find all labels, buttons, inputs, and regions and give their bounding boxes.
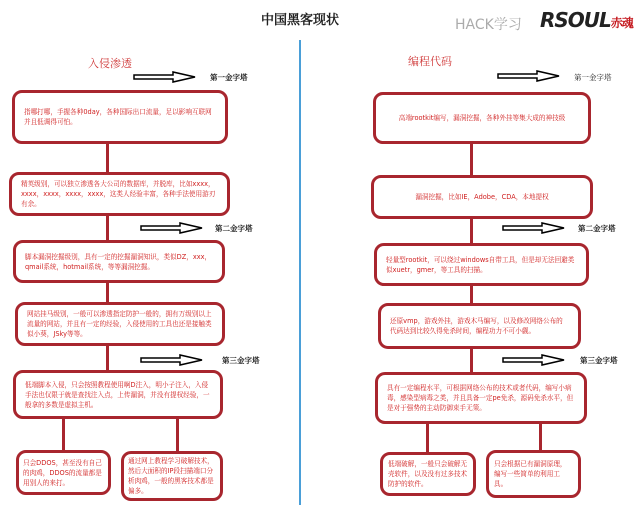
level-box	[371, 175, 593, 219]
connector-line	[470, 219, 473, 244]
pyramid-label-3: 第三金字塔	[222, 356, 260, 365]
level-box	[12, 90, 228, 144]
level-box	[375, 372, 587, 424]
level-text: 只会DDOS，甚至没有自己的肉鸡，DDOS的流量都是用别人的来打。	[23, 458, 102, 487]
level-box	[380, 452, 476, 496]
page-title: 中国黑客现状	[260, 13, 339, 28]
level-box	[486, 450, 581, 498]
level-text: 轻量型rootkit，可以绕过windows自带工具，但是却无法回避类似xuetr，gmer，等工具的扫描。	[386, 255, 575, 274]
level-box	[15, 302, 225, 346]
connector-line	[470, 144, 473, 176]
level-box	[13, 370, 223, 419]
watermark-logo	[540, 8, 633, 32]
level-box	[9, 172, 230, 216]
level-text: 还原vmp，游戏外挂，游戏木马编写，以及修改网络公布的代码达到比较久得免杀时间，编程功力不可小觑。	[390, 317, 563, 335]
connector-line	[106, 283, 109, 303]
level-text: 低端破解，一般只会破解无壳软件，以及没有过多技术防护的软件。	[388, 460, 468, 488]
level-box	[378, 303, 581, 349]
arrow-right-icon	[497, 70, 561, 82]
connector-line	[106, 346, 109, 371]
level-box	[373, 92, 591, 144]
watermark-brand: RSOUL	[540, 8, 611, 32]
pyramid-label-3: 第三金字塔	[580, 356, 618, 365]
connector-line	[470, 286, 473, 304]
level-box	[16, 450, 111, 495]
level-box	[374, 243, 589, 286]
connector-line	[106, 216, 109, 241]
connector-line	[176, 419, 179, 452]
level-text: 脚本漏洞挖掘级别，具有一定的挖掘漏洞知识，类似DZ，xxx，qmail系统，hotmail系统，等等漏洞挖掘。	[25, 252, 212, 271]
column-divider	[299, 40, 301, 505]
watermark-brand-cn: 赤魂	[610, 16, 633, 30]
arrow-right-icon	[140, 222, 204, 234]
right-column-heading: 编程代码	[408, 55, 452, 68]
watermark-account: HACK学习	[455, 17, 522, 33]
left-column-heading: 入侵渗透	[88, 57, 132, 70]
level-text: 指哪打哪，手握各种0day，各种国际出口流量，足以影响互联网并且低调得可怕。	[24, 108, 212, 126]
level-text: 通过网上教程学习破解技术，然后大面积的IP段扫描端口分析肉鸡，一般的黑客技术都是偏多。	[128, 457, 214, 495]
level-text: 精英级别，可以独立渗透各大公司的数据库，并脱库，比如xxxx，xxxx，xxxx，xxxx，xxxx，这类人经验丰富，各种手法使用游刃有余。	[21, 180, 216, 208]
level-box	[121, 451, 223, 501]
pyramid-label-1: 第一金字塔	[574, 73, 612, 82]
level-text: 具有一定编程水平，可根据网络公布的技术或者代码，编写小病毒，感染型病毒之类，并且具备一定pe免杀，源码免杀水平，但是对于强势的主动防御束手无策。	[387, 384, 574, 412]
arrow-right-icon	[140, 354, 204, 366]
connector-line	[106, 144, 109, 173]
arrow-right-icon	[502, 222, 566, 234]
arrow-right-icon	[502, 354, 566, 366]
connector-line	[539, 424, 542, 451]
level-text: 只会根据已有漏洞原理，编写一些简单的利用工具。	[494, 460, 567, 488]
level-text: 高端rootkit编写，漏洞挖掘，各种外挂等集大成的神技级	[398, 114, 566, 122]
level-box	[13, 240, 225, 283]
level-text: 网站挂马级别，一般可以渗透指定防护一般的，拥有万级别以上流量的网站，并且有一定的经验，入侵使用的工具也还是接触类似小葵，JSky等等。	[27, 310, 212, 338]
connector-line	[62, 419, 65, 451]
level-text: 低端脚本入侵，只会按照教程使用啊D注入，明小子注入，入侵手法也仅限于就是查找注入点，上传漏洞，并没有提权经验，一般拿的多数是虚拟主机。	[25, 380, 210, 409]
connector-line	[470, 349, 473, 373]
arrow-right-icon	[133, 71, 197, 83]
pyramid-label-2: 第二金字塔	[215, 224, 253, 233]
pyramid-label-2: 第二金字塔	[578, 224, 616, 233]
connector-line	[426, 424, 429, 453]
pyramid-label-1: 第一金字塔	[210, 73, 248, 82]
level-text: 漏洞挖掘，比如IE，Adobe，CDA，本地提权	[415, 193, 549, 201]
